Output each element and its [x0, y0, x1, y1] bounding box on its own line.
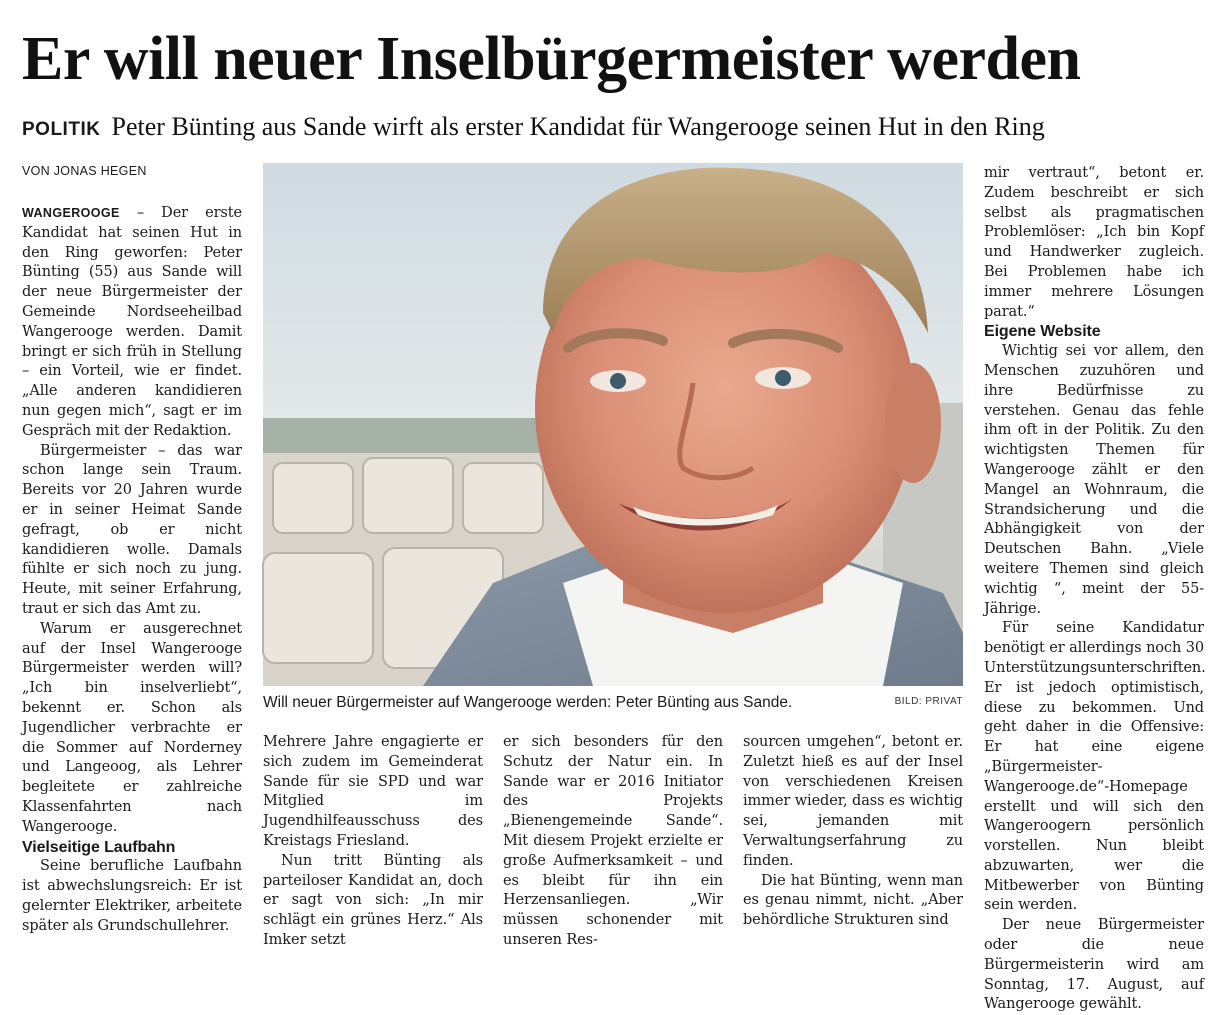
paragraph: er sich besonders für den Schutz der Natur ein. In Sande war er 2016 Initiator des Projekts „Bienengemeinde Sande“. Mit diesem Projekt erzielte er große Aufmerksamkeit – und es bleibt für ihn ein Herzensanliegen. „Wir müssen schonender mit unseren Res-: [503, 734, 723, 948]
portrait-photo: [263, 163, 963, 686]
column-2: [263, 733, 483, 948]
paragraph: mir vertraut“, betont er. Zudem beschreibt er sich selbst als pragmatischen Problemlöser: „Ich bin Kopf und Handwerker zugleich. Bei Problemen habe ich immer mehrere Lösungen parat.“: [984, 165, 1204, 320]
paragraph: Nun tritt Bünting als parteiloser Kandidat an, doch er sagt von sich: „In mir schlägt ein grünes Herz.“ Als Imker setzt: [263, 852, 483, 948]
subheading: Vielseitige Laufbahn: [22, 838, 176, 856]
paragraph: sourcen umgehen“, betont er. Zuletzt hieß es auf der Insel von verschiedenen Kreisen immer wieder, dass es wichtig sei, jemanden mit Verwaltungserfahrung zu finden.: [743, 734, 963, 869]
column-1: [22, 204, 242, 934]
photo-caption: [263, 690, 963, 714]
dateline: WANGEROOGE: [22, 206, 120, 220]
paragraph: [22, 204, 242, 442]
paragraph: Mehrere Jahre engagierte er sich zudem im Gemeinderat Sande für sie SPD und war Mitglied im Jugendhilfeausschuss des Kreistags Friesland.: [263, 734, 483, 849]
paragraph: Wichtig sei vor allem, den Menschen zuzuhören und ihre Bedürfnisse zu verstehen. Genau das fehle ihm oft in der Politik. Zu den wichtigsten Themen für Wangerooge zählt er den Mangel an Wohnraum, die Strandsicherung und die Abhängigkeit von der Deutschen Bahn. „Viele weitere Themen sind gleich wichtig “, meint der 55-Jährige.: [984, 343, 1204, 617]
subheading: Eigene Website: [984, 323, 1101, 341]
paragraph-text: – Der erste Kandidat hat seinen Hut in den Ring geworfen: Peter Bünting (55) aus Sande will der neue Bürgermeister der Gemeinde Nordseeheilbad Wangerooge werden. Damit bringt er sich früh in Stellung – ein Vorteil, wie er findet. „Alle anderen kandidieren nun gegen mich“, sagt er im Gespräch mit der Redaktion.: [22, 205, 242, 439]
paragraph: Der neue Bürgermeister oder die neue Bürgermeisterin wird am Sonntag, 17. August, auf Wangerooge gewählt.: [984, 917, 1204, 1013]
paragraph: Die hat Bünting, wenn man es genau nimmt, nicht. „Aber behördliche Strukturen sind: [743, 872, 963, 929]
section-kicker: POLITIK: [22, 119, 101, 140]
column-5: [984, 164, 1206, 1013]
paragraph: Bürgermeister – das war schon lange sein Traum. Bereits vor 20 Jahren wurde er in seiner Heimat Sande gefragt, ob er nicht kandidieren wolle. Damals fühlte er sich noch zu jung. Heute, mit seiner Erfahrung, traut er sich das Amt zu.: [22, 442, 242, 617]
paragraph: Warum er ausgerechnet auf der Insel Wangerooge Bürgermeister werden will? „Ich bin inselverliebt“, bekennt er. Schon als Jugendlicher verbrachte er die Sommer auf Norderney und Langeoog, als Lehrer begleitete er zahlreiche Klassenfahrten nach Wangerooge.: [22, 620, 242, 835]
column-3: [503, 733, 723, 948]
photo-credit: BILD: PRIVAT: [894, 696, 963, 707]
portrait-illustration: [263, 163, 963, 686]
byline: VON JONAS HEGEN: [22, 164, 147, 178]
subline: [22, 106, 1212, 148]
subtitle: Peter Bünting aus Sande wirft als erster Kandidat für Wangerooge seinen Hut in den Ring: [111, 112, 1045, 141]
column-4: [743, 733, 963, 929]
paragraph: Seine berufliche Laufbahn ist abwechslungsreich: Er ist gelernter Elektriker, arbeitete später als Grundschullehrer.: [22, 858, 242, 934]
paragraph: Für seine Kandidatur benötigt er allerdings noch 30 Unterstützungsunterschriften. Er ist jedoch optimistisch, diese zu bekommen. Und geht daher in die Offensive: Er hat eine eigene „Bürgermeister-Wangerooge.de“-Homepage erstellt und will sich den Wangeroogern persönlich vorstellen. Nun bleibt abzuwarten, wer die Mitbewerber von Bünting sein werden.: [984, 620, 1206, 914]
caption-text: Will neuer Bürgermeister auf Wangerooge werden: Peter Bünting aus Sande.: [263, 694, 793, 711]
headline: Er will neuer Inselbürgermeister werden: [22, 25, 1081, 93]
